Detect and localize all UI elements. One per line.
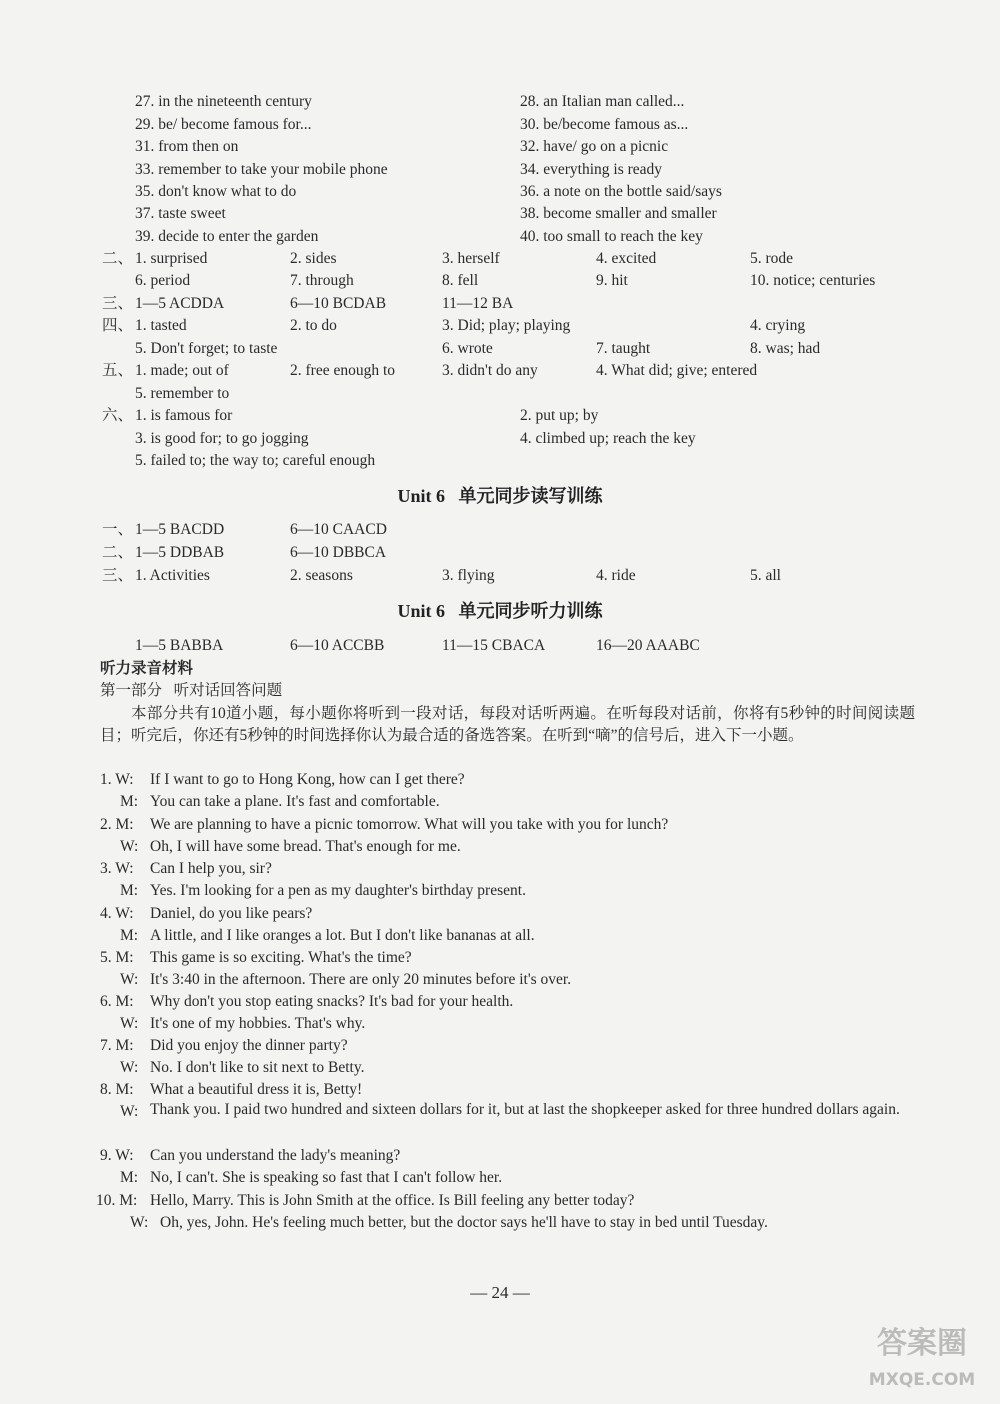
- section-6-answer: 5. failed to; the way to; careful enough: [135, 452, 376, 469]
- dialogue-line: Can you understand the lady's meaning?: [150, 1147, 401, 1164]
- dialogue-speaker: 6. M:: [100, 993, 134, 1010]
- rw-label: 一、: [102, 521, 134, 538]
- dialogue-speaker: 4. W:: [100, 905, 134, 922]
- dialogue-speaker: 8. M:: [100, 1081, 134, 1098]
- dialogue-line: You can take a plane. It's fast and comfortable.: [150, 793, 440, 810]
- page-number: — 24 —: [470, 1283, 530, 1302]
- dialogue-line: No, I can't. She is speaking so fast that I can't follow her.: [150, 1169, 503, 1186]
- answer-28: 28. an Italian man called...: [520, 93, 685, 110]
- section-2-answer: 2. sides: [290, 250, 337, 267]
- dialogue-speaker: W:: [130, 1214, 149, 1231]
- script-part-title: 第一部分 听对话回答问题: [100, 682, 283, 699]
- section-2-answer: 10. notice; centuries: [750, 272, 876, 289]
- answer-33: 33. remember to take your mobile phone: [135, 161, 388, 178]
- rw-answer: 6—10 DBBCA: [290, 544, 387, 561]
- dialogue-line: It's 3:40 in the afternoon. There are only 20 minutes before it's over.: [150, 971, 572, 988]
- rw-answer: 5. all: [750, 567, 781, 584]
- watermark-url: MXQE.COM: [868, 1370, 976, 1390]
- section-5-answer: 5. remember to: [135, 385, 230, 402]
- listening-answer: 6—10 ACCBB: [290, 637, 385, 654]
- section-5-answer: 1. made; out of: [135, 362, 229, 379]
- section-2-answer: 5. rode: [750, 250, 794, 267]
- answer-34: 34. everything is ready: [520, 161, 663, 178]
- section-4-answer: 5. Don't forget; to taste: [135, 340, 278, 357]
- dialogue-line: It's one of my hobbies. That's why.: [150, 1015, 366, 1032]
- rw-answer: 3. flying: [442, 567, 495, 584]
- listening-answer: 11—15 CBACA: [442, 637, 546, 654]
- section-2-answer: 3. herself: [442, 250, 500, 267]
- dialogue-speaker: 7. M:: [100, 1037, 134, 1054]
- answer-40: 40. too small to reach the key: [520, 228, 703, 245]
- dialogue-line: No. I don't like to sit next to Betty.: [150, 1059, 365, 1076]
- section-4-answer: 6. wrote: [442, 340, 493, 357]
- section-2-answer: 6. period: [135, 272, 191, 289]
- rw-answer: 1. Activities: [135, 567, 210, 584]
- section-4-answer: 4. crying: [750, 317, 806, 334]
- rw-label: 三、: [102, 567, 134, 584]
- answer-35: 35. don't know what to do: [135, 183, 297, 200]
- section-6-label: 六、: [102, 407, 134, 424]
- section-4-answer: 8. was; had: [750, 340, 821, 357]
- script-title: 听力录音材料: [100, 660, 194, 677]
- section-3-answer: 6—10 BCDAB: [290, 295, 387, 312]
- section-3-label: 三、: [102, 295, 134, 312]
- dialogue-line: A little, and I like oranges a lot. But I don't like bananas at all.: [150, 927, 535, 944]
- answer-39: 39. decide to enter the garden: [135, 228, 319, 245]
- dialogue-line: Oh, yes, John. He's feeling much better, but the doctor says he'll have to stay in bed until Tuesday.: [160, 1214, 768, 1231]
- dialogue-line: Why don't you stop eating snacks? It's bad for your health.: [150, 993, 514, 1010]
- dialogue-speaker: M:: [120, 927, 139, 944]
- section-5-answer: 2. free enough to: [290, 362, 396, 379]
- dialogue-line: Did you enjoy the dinner party?: [150, 1037, 348, 1054]
- rw-answer: 1—5 BACDD: [135, 521, 225, 538]
- dialogue-speaker: W:: [120, 1059, 139, 1076]
- section-5-label: 五、: [102, 362, 134, 379]
- section-5-answer: 4. What did; give; entered: [596, 362, 758, 379]
- section-2-answer: 9. hit: [596, 272, 628, 289]
- rw-answer: 4. ride: [596, 567, 636, 584]
- section-4-answer: 2. to do: [290, 317, 337, 334]
- dialogue-line: Hello, Marry. This is John Smith at the office. Is Bill feeling any better today?: [150, 1192, 635, 1209]
- dialogue-line: If I want to go to Hong Kong, how can I get there?: [150, 771, 465, 788]
- answer-31: 31. from then on: [135, 138, 239, 155]
- section-2-answer: 4. excited: [596, 250, 657, 267]
- dialogue-speaker: W:: [120, 1015, 139, 1032]
- answer-36: 36. a note on the bottle said/says: [520, 183, 722, 200]
- answer-27: 27. in the nineteenth century: [135, 93, 312, 110]
- dialogue-line: We are planning to have a picnic tomorrow. What will you take with you for lunch?: [150, 816, 669, 833]
- dialogue-line: Oh, I will have some bread. That's enough for me.: [150, 838, 461, 855]
- section-2-answer: 7. through: [290, 272, 354, 289]
- dialogue-line: Can I help you, sir?: [150, 860, 272, 877]
- section-6-answer: 2. put up; by: [520, 407, 599, 424]
- rw-label: 二、: [102, 544, 134, 561]
- section-6-answer: 3. is good for; to go jogging: [135, 430, 309, 447]
- dialogue-speaker: 5. M:: [100, 949, 134, 966]
- listening-answer: 1—5 BABBA: [135, 637, 224, 654]
- section-2-label: 二、: [102, 250, 134, 267]
- dialogue-speaker: 9. W:: [100, 1147, 134, 1164]
- answer-37: 37. taste sweet: [135, 205, 226, 222]
- answer-38: 38. become smaller and smaller: [520, 205, 717, 222]
- dialogue-speaker: 3. W:: [100, 860, 134, 877]
- listening-answer: 16—20 AAABC: [596, 637, 700, 654]
- dialogue-speaker: M:: [120, 882, 139, 899]
- section-heading-reading-writing: Unit 6 单元同步读写训练: [397, 486, 603, 506]
- dialogue-speaker: 1. W:: [100, 771, 134, 788]
- answer-29: 29. be/ become famous for...: [135, 116, 312, 133]
- rw-answer: 1—5 DDBAB: [135, 544, 225, 561]
- section-3-answer: 1—5 ACDDA: [135, 295, 225, 312]
- dialogue-speaker: 10. M:: [96, 1192, 138, 1209]
- dialogue-line: This game is so exciting. What's the time?: [150, 949, 412, 966]
- watermark-text: 答案圈: [877, 1326, 967, 1361]
- section-6-answer: 4. climbed up; reach the key: [520, 430, 696, 447]
- dialogue-speaker: W:: [120, 838, 139, 855]
- section-6-answer: 1. is famous for: [135, 407, 233, 424]
- section-4-answer: 3. Did; play; playing: [442, 317, 571, 334]
- section-4-answer: 7. taught: [596, 340, 651, 357]
- section-heading-listening: Unit 6 单元同步听力训练: [397, 601, 603, 621]
- dialogue-speaker: M:: [120, 1169, 139, 1186]
- dialogue-speaker: 2. M:: [100, 816, 134, 833]
- dialogue-line: Thank you. I paid two hundred and sixteen dollars for it, but at last the shopkeeper asked for three hundred dollars again.: [150, 1101, 900, 1118]
- answer-30: 30. be/become famous as...: [520, 116, 689, 133]
- dialogue-line: Yes. I'm looking for a pen as my daughter's birthday present.: [150, 882, 526, 899]
- answer-32: 32. have/ go on a picnic: [520, 138, 669, 155]
- script-instructions: 本部分共有10道小题，每小题你将听到一段对话，每段对话听两遍。在听每段对话前，你将有5秒钟的时间阅读题目；听完后，你还有5秒钟的时间选择你认为最合适的备选答案。在听到“嘀”的信号后，进入下一小题。: [100, 705, 915, 744]
- rw-answer: 6—10 CAACD: [290, 521, 387, 538]
- section-5-answer: 3. didn't do any: [442, 362, 538, 379]
- watermark-logo: [852, 1318, 992, 1398]
- dialogue-line: Daniel, do you like pears?: [150, 905, 313, 922]
- dialogue-speaker: W:: [120, 971, 139, 988]
- dialogue-speaker: M:: [120, 793, 139, 810]
- dialogue-speaker: W:: [120, 1103, 139, 1120]
- section-4-label: 四、: [102, 317, 134, 334]
- section-4-answer: 1. tasted: [135, 317, 187, 334]
- section-3-answer: 11—12 BA: [442, 295, 514, 312]
- section-2-answer: 1. surprised: [135, 250, 208, 267]
- dialogue-line: What a beautiful dress it is, Betty!: [150, 1081, 363, 1098]
- rw-answer: 2. seasons: [290, 567, 353, 584]
- section-2-answer: 8. fell: [442, 272, 479, 289]
